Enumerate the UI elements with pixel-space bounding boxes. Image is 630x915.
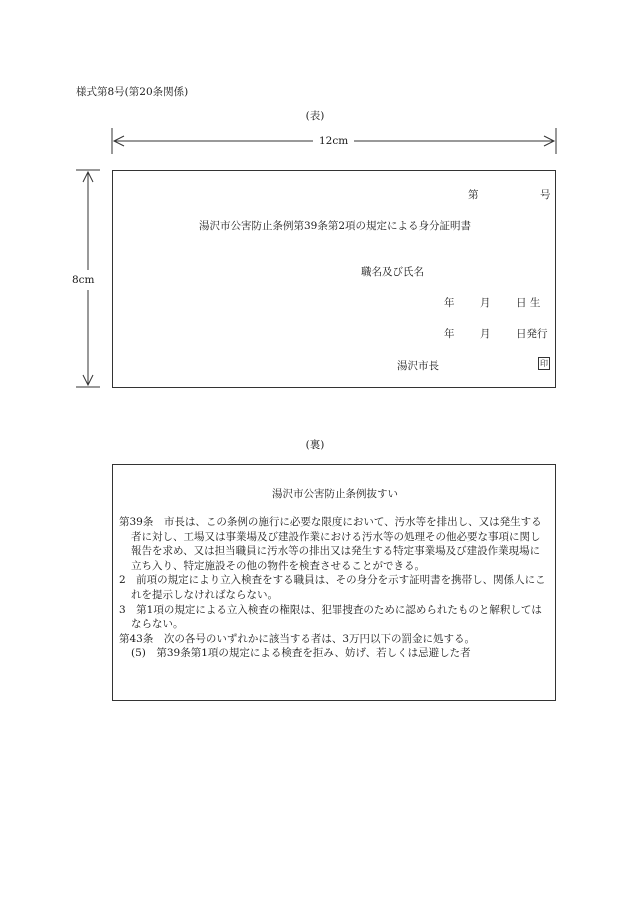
name-label: 職名及び氏名: [361, 266, 424, 278]
issue-day: 日発行: [516, 328, 548, 340]
certificate-back: [112, 464, 556, 701]
back-title: 湯沢市公害防止条例抜すい: [272, 488, 398, 500]
article-39-paragraph-3: 3 第1項の規定による立入検査の権限は、犯罪捜査のために認められたものと解釈してはならない。: [119, 603, 542, 631]
back-label: (裏): [305, 439, 325, 451]
birth-day: 日 生: [516, 297, 541, 309]
form-number: 様式第8号(第20条関係): [76, 86, 189, 98]
article-43: 第43条 次の各号のいずれかに該当する者は、3万円以下の罰金に処する。: [119, 632, 476, 645]
number-suffix: 号: [540, 189, 551, 201]
article-39-paragraph-2: 2 前項の規定により立入検査をする職員は、その身分を示す証明書を携帯し、関係人にこれを提示しなければならない。: [119, 574, 546, 601]
ordinance-excerpt: [119, 515, 549, 661]
article-43-item-5: (5) 第39条第1項の規定による検査を拒み、妨げ、若しくは忌避した者: [131, 647, 471, 660]
birth-year: 年: [444, 297, 455, 309]
seal-mark: 印: [540, 359, 548, 368]
issue-year: 年: [444, 328, 455, 340]
certificate-front: [112, 170, 556, 388]
birth-month: 月: [480, 297, 491, 309]
certificate-title: 湯沢市公害防止条例第39条第2項の規定による身分証明書: [198, 220, 472, 232]
issue-month: 月: [480, 328, 491, 340]
width-dimension-label: 12cm: [313, 135, 354, 147]
height-dimension-label: 8cm: [72, 270, 95, 290]
number-prefix: 第: [468, 189, 479, 201]
issuer: 湯沢市長: [397, 360, 439, 372]
front-label: (表): [305, 110, 325, 122]
article-39: 第39条 市長は、この条例の施行に必要な限度において、汚水等を排出し、又は発生する者に対し、工場又は事業場及び建設作業における汚水等の処理その他必要な事項に関し報告を求め、又は担当職員に汚水等の排出又は発生する特定事業場及び建設作業現場に立ち入り、特定施設その他の物件を検査させることができる。: [119, 516, 542, 572]
